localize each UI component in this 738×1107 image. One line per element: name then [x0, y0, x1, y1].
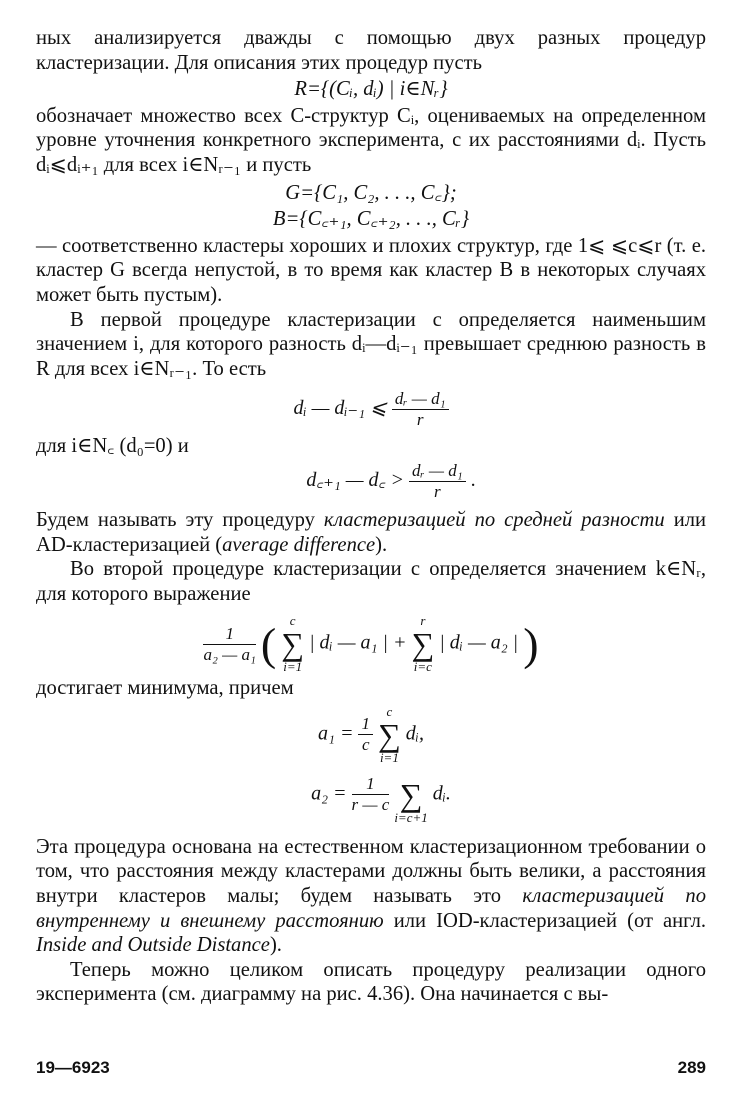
eq4-left: a₁ =	[318, 722, 354, 745]
paragraph-10: Теперь можно целиком описать процедуру реализации одного эксперимента (см. диаграмму на рис. 4.36). Она начинается с вы-	[36, 958, 706, 1006]
p9-italic: кластеризацией по внутреннему и внешнему расстоянию	[36, 885, 706, 932]
p9-text-c: ).	[269, 934, 282, 957]
eq4-denominator: c	[361, 735, 370, 755]
eq3-numerator: 1	[203, 624, 255, 645]
eq4-sum-top: c	[386, 703, 393, 719]
eq3-sum2-bottom: i=c	[413, 659, 432, 675]
sigma-icon: ∑	[399, 776, 423, 813]
p6-text-c: ).	[375, 533, 388, 556]
formula-B: B={C꜀₊₁, C꜀₊₂, . . ., Cᵣ}	[272, 208, 470, 231]
eq5-sum	[394, 765, 427, 825]
eq3-sum1-bottom: i=1	[283, 659, 303, 675]
eq3-sum1-top: c	[289, 613, 296, 629]
eq3-sum2-top: r	[420, 613, 426, 629]
p9-text-b: или IOD-кластеризацией (от англ.	[383, 909, 706, 932]
equation-2	[76, 461, 706, 502]
eq5-denominator: r — c	[351, 795, 390, 815]
eq3-open-paren: (	[260, 618, 277, 670]
eq2-numerator: dᵣ — d₁	[409, 461, 466, 482]
formula-R: R={(Cᵢ, dᵢ) | i∈Nᵣ}	[294, 78, 448, 101]
paragraph-7: Во второй процедуре кластеризации c определяется значением k∈Nᵣ, для которого выражение	[36, 558, 706, 605]
p6-text-b: или AD-кластеризацией (	[36, 508, 707, 556]
sigma-icon: ∑	[281, 626, 305, 663]
page-number: 289	[677, 1058, 706, 1077]
eq3-fraction	[203, 624, 255, 665]
eq1-left: dᵢ — dᵢ₋₁ ⩽	[293, 397, 387, 420]
eq4-fraction	[358, 714, 373, 755]
eq3-sum-1	[281, 614, 304, 674]
eq2-denominator: r	[434, 481, 441, 501]
page-body	[36, 26, 706, 1007]
eq5-left: a₂ =	[311, 782, 347, 805]
equation-3	[36, 614, 706, 674]
paragraph-6	[36, 508, 706, 557]
eq5-term: dᵢ.	[432, 782, 451, 805]
eq5-fraction	[352, 774, 390, 815]
eq4-sum	[378, 705, 401, 765]
paragraph-5: для i∈N꜀ (d₀=0) и	[36, 435, 189, 458]
sigma-icon: ∑	[411, 626, 435, 663]
equation-5	[56, 765, 706, 825]
eq3-denominator: a₂ — a₁	[203, 644, 256, 664]
paragraph-2: обозначает множество всех C-структур Cᵢ, оцениваемых на определенном уровне уточнения конкретного эксперимента, с их расстояниями dᵢ. Пусть dᵢ⩽dᵢ₊₁ для всех i∈Nᵣ₋₁ и пусть	[36, 104, 706, 176]
eq5-numerator: 1	[352, 774, 390, 795]
equation-4	[36, 705, 706, 765]
page-footer	[36, 1058, 706, 1078]
eq1-denominator: r	[416, 410, 424, 430]
paragraph-9	[36, 835, 706, 958]
eq4-numerator: 1	[358, 714, 373, 735]
p6-italic: кластеризацией по средней разности	[323, 508, 665, 531]
p9-italic-2: Inside and Outside Distance	[36, 934, 270, 957]
eq5-sum-bottom: i=c+1	[394, 809, 428, 825]
paragraph-4: В первой процедуре кластеризации c определяется наименьшим значением i, для которого разность dᵢ—dᵢ₋₁ превышает среднюю разность в R для всех i∈Nᵣ₋₁. То есть	[36, 308, 706, 380]
p6-text-a: Будем называть эту процедуру	[36, 508, 324, 531]
eq1-fraction	[392, 389, 449, 430]
signature-mark: 19—6923	[36, 1058, 110, 1077]
eq1-numerator: dᵣ — d₁	[392, 389, 449, 410]
formula-G: G={C₁, C₂, . . ., C꜀};	[285, 181, 457, 204]
paragraph-8: достигает минимума, причем	[36, 677, 294, 700]
p9-text-a: Эта процедура основана на естественном кластеризационном требовании о том, что расстояния между кластерами должны быть велики, а расстояния внутри кластеров малы; будем называть это	[36, 835, 706, 908]
p6-italic-2: average difference	[222, 533, 376, 556]
sigma-icon: ∑	[377, 716, 401, 753]
eq3-sum-2	[411, 614, 434, 674]
eq2-end: .	[470, 469, 476, 491]
eq2-left: d꜀₊₁ — d꜀ >	[306, 469, 404, 491]
eq3-term-1: | dᵢ — a₁ | +	[309, 631, 407, 654]
eq4-term: dᵢ,	[405, 722, 424, 745]
eq3-term-2: | dᵢ — a₂ |	[439, 631, 519, 654]
equation-1	[36, 389, 706, 430]
paragraph-3: — соответственно кластеры хороших и плохих структур, где 1⩽ ⩽c⩽r (т. е. кластер G всегда непустой, в то время как кластер B в некоторых случаях может быть пустым).	[36, 234, 706, 306]
eq3-close-paren: )	[523, 618, 539, 670]
paragraph-1: ных анализируется дважды с помощью двух разных процедур кластеризации. Для описания этих процедур пусть	[36, 27, 706, 74]
eq4-sum-bottom: i=1	[379, 749, 399, 765]
eq2-fraction	[409, 461, 466, 502]
